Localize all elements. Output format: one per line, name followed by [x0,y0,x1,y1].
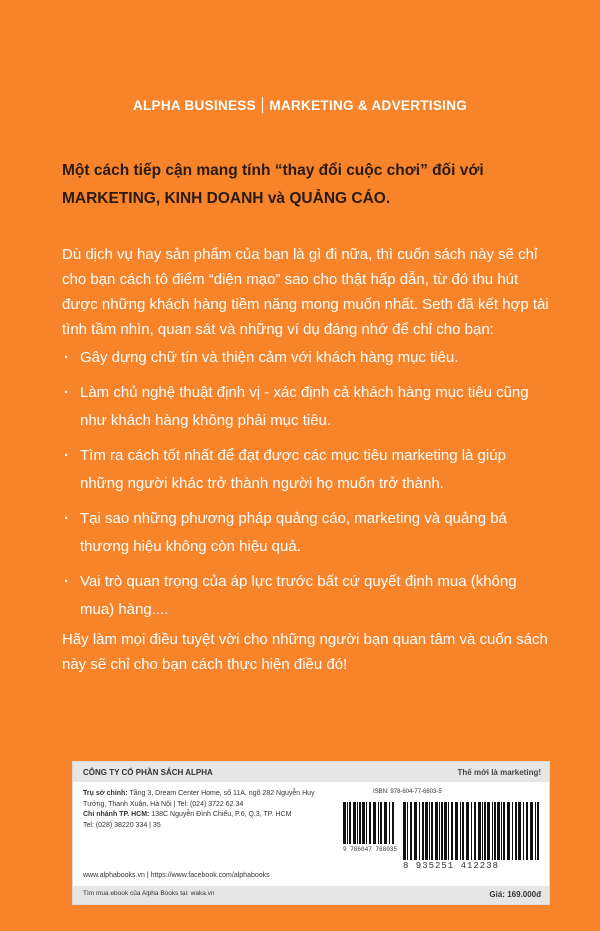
series-left: ALPHA BUSINESS [132,98,256,113]
list-item: · Làm chủ nghệ thuật định vị - xác định cả khách hàng mục tiêu cũng như khách hàng không phải mục tiêu. [62,379,552,435]
list-item: · Vai trò quan trọng của áp lực trước bất cứ quyết định mua (không mua) hàng.... [62,568,552,624]
barcode-bar [492,802,493,860]
barcode-bar [441,802,443,860]
barcode-bar [366,802,367,844]
barcode-bar [460,802,461,860]
barcode-bar [380,802,382,844]
book-description [62,242,552,677]
barcode-bar [357,802,358,844]
info-footer [73,886,549,904]
ean-barcode-digits: 8 935251 412238 [403,861,500,871]
list-item: · Gây dựng chữ tín và thiện cảm với khách hàng mục tiêu. [62,344,552,372]
barcode [343,802,543,870]
barcode-bar [384,802,387,844]
barcode-bar [410,802,412,860]
barcode-bar [353,802,356,844]
barcode-bar [362,802,365,844]
barcode-bar [471,802,472,860]
barcode-bar [347,802,348,844]
ebook-note: Tìm mua ebook của Alpha Books tại: waka.vn [83,890,215,897]
barcode-bar [455,802,458,860]
headline [62,157,552,213]
barcode-bar [369,802,371,844]
closing-paragraph: Hãy làm mọi điều tuyệt vời cho những người bạn quan tâm và cuốn sách này sẽ chỉ cho bạn cách thực hiện điều đó! [62,631,548,673]
barcode-bar [530,802,533,860]
publisher-info-box [73,762,549,904]
barcode-bar [349,802,351,844]
book-tagline: Thế mới là marketing! [457,768,541,777]
publisher-name: CÔNG TY CỔ PHẦN SÁCH ALPHA [83,768,213,777]
barcode-bar [526,802,528,860]
barcode-bar [425,802,428,860]
isbn-barcode [343,802,395,844]
barcode-bar [462,802,464,860]
barcode-bar [403,802,406,860]
headline-line2-suffix: QUẢNG CÁO. [285,190,391,207]
barcode-bar [484,802,486,860]
barcode-bar [407,802,408,860]
barcode-bar [515,802,517,860]
barcode-bar [343,802,346,844]
series-right: MARKETING & ADVERTISING [269,98,468,113]
barcode-bar [497,802,500,860]
barcode-bar [518,802,521,860]
publisher-address [83,789,315,831]
barcode-bar [378,802,379,844]
barcode-bar [389,802,390,844]
barcode-bar [419,802,420,860]
barcode-bar [512,802,513,860]
publisher-website: www.alphabooks.vn | https://www.facebook.com/alphabooks [83,872,270,879]
list-item: · Tìm ra cách tốt nhất để đạt được các mục tiêu marketing là giúp những người khác trở thành người họ muốn trở thành. [62,442,552,498]
barcode-bar [482,802,483,860]
headline-line1: Một cách tiếp cận mang tính “thay đổi cuộc chơi” đối với [62,162,484,179]
price-label: Giá: 169.000đ [489,890,541,899]
barcode-bar [494,802,496,860]
branch-label: Chi nhánh TP. HCM: [83,811,150,818]
list-item: · Tại sao những phương pháp quảng cáo, marketing và quảng bá thương hiệu không còn hiệu quả. [62,505,552,561]
headline-line2-and: và [267,190,286,207]
barcode-bar [359,802,361,844]
barcode-bar [444,802,447,860]
barcode-bar [392,802,394,844]
benefits-list [62,344,552,624]
barcode-bar [373,802,376,844]
barcode-bar [429,802,430,860]
isbn-barcode-digits: 9 786047 768035 [343,846,398,853]
barcode-bar [414,802,417,860]
intro-paragraph: Dù dịch vụ hay sản phẩm của bạn là gì đi nữa, thì cuốn sách này sẽ chỉ cho bạn cách tô điểm “diện mạo” sao cho thật hấp dẫn, từ đó thu hút được những khách hàng tiềm năng mong muốn nhất. Seth đã kết hợp tài tình tầm nhìn, quan sát và những ví dụ đáng nhớ để chỉ cho bạn: [62,246,549,338]
barcode-bar [523,802,524,860]
barcode-bar [451,802,453,860]
barcode-bar [478,802,481,860]
barcode-bar [535,802,536,860]
series-label [0,97,600,113]
barcode-bar [487,802,490,860]
barcode-bar [507,802,510,860]
headline-line2 [62,185,552,213]
barcode-bar [435,802,438,860]
hq-phone: | Tel: (024) 3722 62 34 [173,800,244,808]
headline-line2-prefix: MARKETING, KINH DOANH [62,190,268,207]
barcode-bar [501,802,502,860]
branch-address: 138C Nguyễn Đình Chiểu, P.6, Q.3, TP. HCM [151,811,292,818]
hq-address: Tầng 3, Dream Center Home, số 11A, ngõ 282 Nguyễn Huy Tưởng, Thanh Xuân, Hà Nội [83,790,315,808]
barcode-bar [537,802,539,860]
hq-label: Trụ sở chính: [83,790,128,797]
barcode-bar [439,802,440,860]
barcode-bar [422,802,424,860]
barcode-bar [466,802,469,860]
barcode-bar [431,802,433,860]
series-divider [262,97,264,113]
barcode-bar [448,802,449,860]
branch-phone: Tel: (028) 38220 334 | 35 [83,821,161,829]
barcode-bar [503,802,505,860]
isbn-text: ISBN: 978-604-77-6803-5 [373,789,442,795]
barcode-bar [474,802,476,860]
ean-barcode [403,802,541,860]
